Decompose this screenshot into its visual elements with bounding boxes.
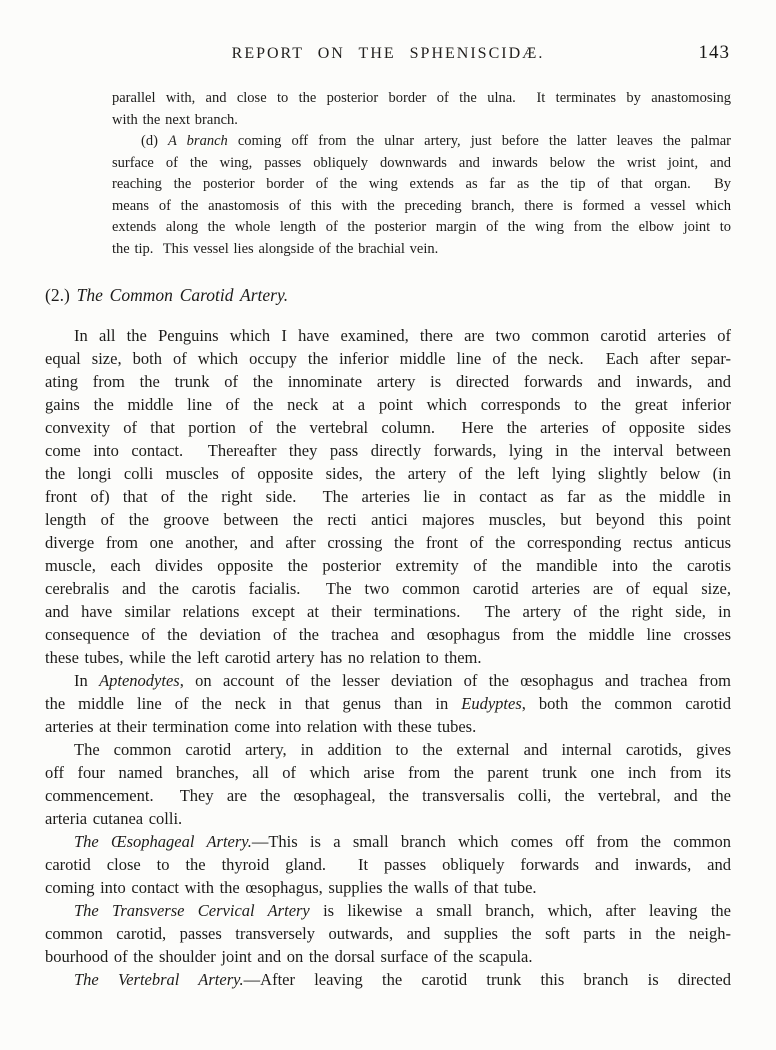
text-run: ating from the trunk of the innominate artery is directed forwards and inwards, and xyxy=(45,372,731,391)
text-run: consequence of the deviation of the trachea and œsophagus from the middle line crosses xyxy=(45,625,731,644)
running-title: REPORT ON THE SPHENISCIDÆ. xyxy=(231,45,545,62)
text-run: The common carotid artery, in addition to the external and internal carotids, gives xyxy=(74,740,731,759)
text-line xyxy=(45,669,731,692)
text-line xyxy=(112,110,731,132)
text-run: coming into contact with the œsophagus, supplies the walls of that tube. xyxy=(45,878,537,897)
text-line xyxy=(45,485,731,508)
text-line xyxy=(45,600,731,623)
text-line xyxy=(112,153,731,175)
text-run: the tip. This vessel lies alongside of the brachial vein. xyxy=(112,240,439,257)
text-run: arteria cutanea colli. xyxy=(45,809,183,828)
text-line xyxy=(45,899,731,922)
text-line xyxy=(45,945,731,968)
text-run: —This is a small branch which comes off from the common xyxy=(251,832,731,851)
text-line xyxy=(45,508,731,531)
text-line xyxy=(45,761,731,784)
text-run: come into contact. Thereafter they pass directly forwards, lying in the interval between xyxy=(45,441,731,460)
italic-text-run: Eudyptes xyxy=(461,694,522,713)
text-run: diverge from one another, and after crossing the front of the corresponding rectus anticus xyxy=(45,533,731,552)
text-run: these tubes, while the left carotid artery has no relation to them. xyxy=(45,648,482,667)
text-line xyxy=(45,692,731,715)
text-run: length of the groove between the recti antici majores muscles, but beyond this point xyxy=(45,510,731,529)
text-line xyxy=(45,853,731,876)
text-run: commencement. They are the œsophageal, the transversalis colli, the vertebral, and the xyxy=(45,786,731,805)
text-run: cerebralis and the carotis facialis. The two common carotid arteries are of equal size, xyxy=(45,579,731,598)
body-paragraph-6 xyxy=(45,968,731,991)
text-run: reaching the posterior border of the wing extends as far as the tip of that organ. By xyxy=(112,176,731,192)
text-line xyxy=(112,131,731,153)
text-line xyxy=(112,174,731,196)
body-paragraph-3 xyxy=(45,738,731,830)
text-line xyxy=(45,324,731,347)
text-run: In all the Penguins which I have examined, there are two common carotid arteries of xyxy=(74,326,731,345)
text-run: , both the common carotid xyxy=(521,694,731,713)
text-line xyxy=(45,416,731,439)
text-run: (d) xyxy=(141,133,168,149)
text-line xyxy=(45,347,731,370)
text-line xyxy=(45,807,731,830)
text-line xyxy=(45,922,731,945)
text-line xyxy=(45,830,731,853)
text-run: gains the middle line of the neck at a point which corresponds to the great inferior xyxy=(45,395,731,414)
italic-text-run: The Vertebral Artery. xyxy=(74,970,244,989)
text-line xyxy=(45,370,731,393)
text-run: parallel with, and close to the posterior border of the ulna. It terminates by anastomosing xyxy=(112,90,731,106)
text-run: In xyxy=(74,671,100,690)
text-line xyxy=(45,738,731,761)
text-line xyxy=(45,393,731,416)
body-paragraph-4 xyxy=(45,830,731,899)
text-run: (2.) xyxy=(45,285,77,305)
text-run: bourhood of the shoulder joint and on the dorsal surface of the scapula. xyxy=(45,947,533,966)
text-line xyxy=(45,715,731,738)
text-run: with the next branch. xyxy=(112,111,238,128)
text-run: surface of the wing, passes obliquely downwards and inwards below the wrist joint, and xyxy=(112,154,731,171)
page-number: 143 xyxy=(698,42,730,63)
text-run: common carotid, passes transversely outwards, and supplies the soft parts in the neigh- xyxy=(45,924,731,943)
text-run: muscle, each divides opposite the posterior extremity of the mandible into the carotis xyxy=(45,556,731,575)
text-run: means of the anastomosis of this with the preceding branch, there is formed a vessel which xyxy=(112,197,731,214)
text-run: the longi colli muscles of opposite sides, the artery of the left lying slightly below (in xyxy=(45,464,731,483)
section-heading xyxy=(45,284,731,306)
page-content xyxy=(45,88,731,991)
text-line xyxy=(45,784,731,807)
text-line xyxy=(45,577,731,600)
text-run: convexity of that portion of the vertebral column. Here the arteries of opposite sides xyxy=(45,418,731,437)
text-line xyxy=(112,217,731,239)
text-run: equal size, both of which occupy the inferior middle line of the neck. Each after separ- xyxy=(45,349,731,368)
italic-text-run: The Œsophageal Artery. xyxy=(74,832,252,851)
text-run: front of) that of the right side. The arteries lie in contact as far as the middle in xyxy=(45,487,731,506)
text-run: the middle line of the neck in that genus than in xyxy=(45,694,462,713)
continuation-paragraph xyxy=(112,88,731,131)
text-line xyxy=(45,554,731,577)
text-line xyxy=(45,284,731,306)
text-line xyxy=(112,196,731,218)
text-run: is likewise a small branch, which, after leaving the xyxy=(309,901,731,920)
body-paragraph-1 xyxy=(45,324,731,669)
italic-text-run: Aptenodytes xyxy=(99,671,180,690)
text-line xyxy=(45,439,731,462)
text-line xyxy=(45,646,731,669)
body-paragraph-5 xyxy=(45,899,731,968)
text-run: off four named branches, all of which arise from the parent trunk one inch from its xyxy=(45,763,731,782)
text-line xyxy=(45,462,731,485)
italic-text-run: The Common Carotid Artery. xyxy=(76,285,289,305)
italic-text-run: A branch xyxy=(168,133,228,149)
text-run: , on account of the lesser deviation of the œsophagus and trachea from xyxy=(179,671,731,690)
page-header xyxy=(0,42,776,65)
text-line xyxy=(112,239,731,261)
text-line xyxy=(45,876,731,899)
text-run: carotid close to the thyroid gland. It passes obliquely forwards and inwards, and xyxy=(45,855,731,874)
text-run: extends along the whole length of the posterior margin of the wing from the elbow joint to xyxy=(112,219,731,235)
italic-text-run: The Transverse Cervical Artery xyxy=(74,901,310,920)
body-paragraph-2 xyxy=(45,669,731,738)
text-line xyxy=(45,623,731,646)
text-line xyxy=(112,88,731,110)
paragraph-branch-d xyxy=(112,131,731,260)
text-run: coming off from the ulnar artery, just before the latter leaves the palmar xyxy=(227,133,731,149)
text-line xyxy=(45,531,731,554)
text-run: arteries at their termination come into relation with these tubes. xyxy=(45,717,477,736)
text-run: and have similar relations except at their terminations. The artery of the right side, in xyxy=(45,602,731,621)
text-line xyxy=(45,968,731,991)
text-run: —After leaving the carotid trunk this branch is directed xyxy=(243,970,731,989)
